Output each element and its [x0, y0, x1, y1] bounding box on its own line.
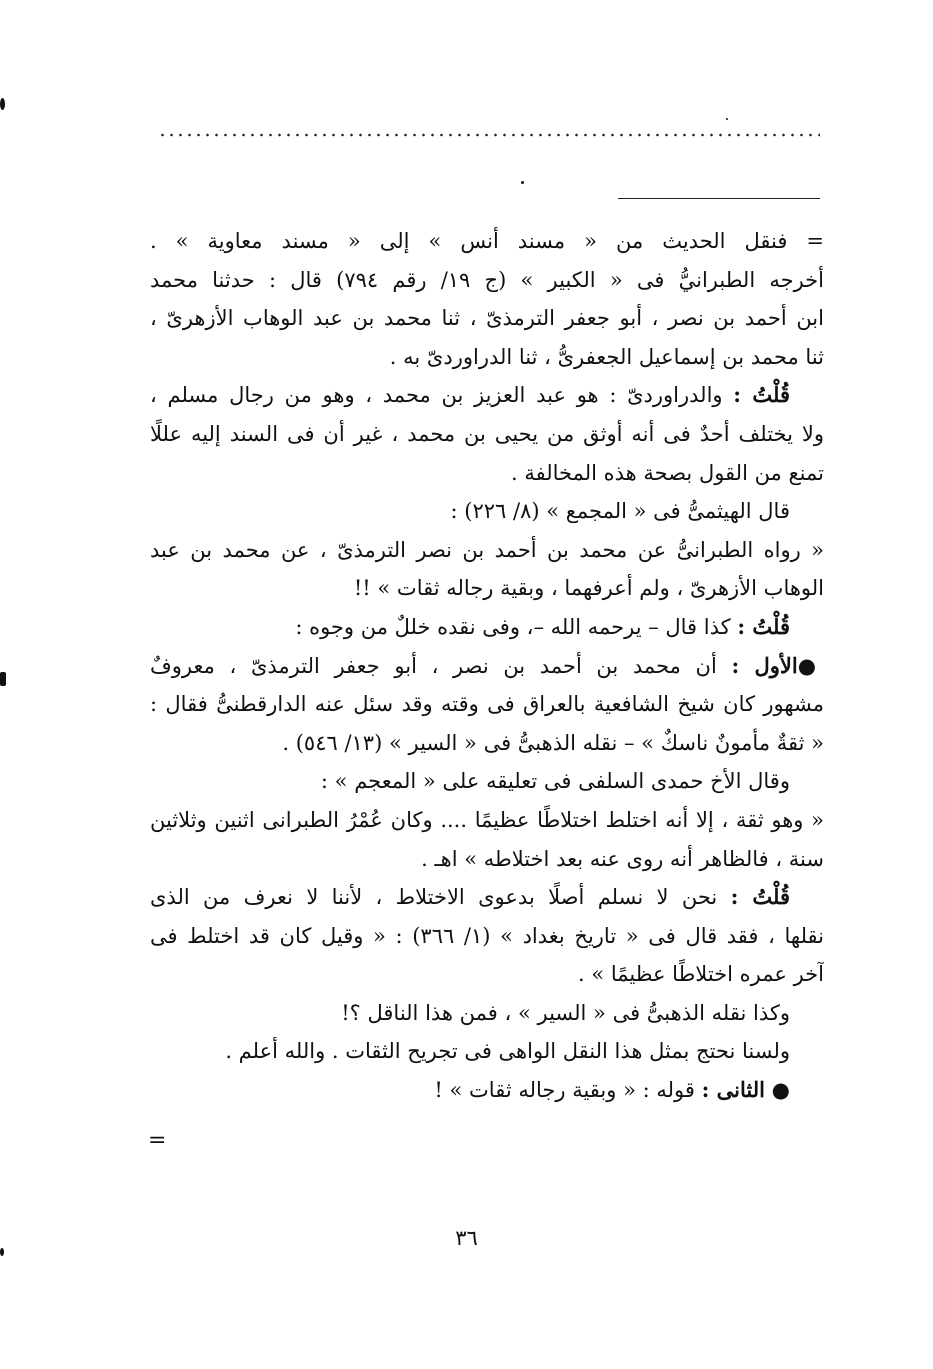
text-line: نقلها ، فقد قال فى « تاريخ بغداد » (١/ ٣٦٦) : « وقيل كان قد اختلط فى — [150, 923, 824, 948]
text-line: آخر عمره اختلاطًا عظيمًا » . — [578, 962, 824, 987]
text-line: « رواه الطبرانىُّ عن محمد بن أحمد بن نصر الترمذىّ ، عن محمد بن عبد — [150, 537, 824, 562]
text-segment: كذا قال – يرحمه الله –، وفى نقده خللٌ من وجوه : — [295, 614, 731, 639]
text-line: ثنا محمد بن إسماعيل الجعفرىُّ ، ثنا الدراوردىّ به . — [389, 344, 824, 369]
qultu-label: قُلْتُ : — [730, 884, 790, 910]
text-line: وكذا نقله الذهبىُّ فى « السير » ، فمن هذا الناقل ؟! — [341, 1000, 790, 1025]
text-line: أخرجه الطبرانيُّ فى « الكبير » (ج ١٩/ رقم ٧٩٤) قال : حدثنا محمد — [150, 267, 824, 292]
qultu-label: قُلْتُ : — [733, 382, 790, 408]
scan-speck — [0, 1248, 4, 1256]
first-point-label: الأول : — [731, 652, 798, 678]
text-line: ولسنا نحتج بمثل هذا النقل الواهى فى تجريح الثقات . والله أعلم . — [225, 1039, 790, 1064]
text-segment: نحن لا نسلم أصلًا بدعوى الاختلاط ، لأننا لا نعرف من الذى — [150, 885, 718, 910]
text-line — [150, 878, 824, 917]
text-line: « ثقةٌ مأمونٌ ناسكٌ » – نقله الذهبىُّ فى « السير » (١٣/ ٥٤٦) . — [282, 730, 824, 755]
text-segment: والدراوردىّ : هو عبد العزيز بن محمد ، وهو من رجال مسلم ، — [150, 383, 723, 408]
text-line — [150, 647, 824, 686]
scan-speck — [0, 672, 6, 686]
scan-speck — [726, 118, 728, 120]
text-line: تمنع من القول بصحة هذه المخالفة . — [510, 460, 824, 485]
scan-speck — [0, 98, 5, 110]
text-line — [150, 608, 824, 647]
bullet-icon: ● — [797, 652, 824, 678]
text-line — [150, 376, 824, 415]
continuation-mark: = — [148, 1128, 167, 1153]
text-line: = فنقل الحديث من « مسند أنس » إلى « مسند معاوية » . — [150, 229, 824, 253]
qultu-label: قُلْتُ : — [737, 613, 790, 639]
text-segment: قوله : « وبقية رجاله ثقات » ! — [434, 1078, 695, 1103]
text-line: الوهاب الأزهرىّ ، ولم أعرفهما ، وبقية رجاله ثقات » !! — [353, 576, 824, 601]
text-line: سنة ، فالظاهر أنه روى عنه بعد اختلاطه » اهـ . — [421, 846, 824, 871]
bullet-icon: ● — [771, 1077, 790, 1103]
text-line: مشهور كان شيخ الشافعية بالعراق فى وقته وقد سئل عنه الدارقطنىُّ فقال : — [150, 692, 824, 717]
text-line: قال الهيثمىُّ فى « المجمع » (٨/ ٢٢٦) : — [450, 499, 790, 524]
dotted-rule — [158, 132, 820, 138]
footnote-rule — [618, 198, 820, 199]
text-segment: أن محمد بن أحمد بن نصر ، أبو جعفر الترمذىّ ، معروفٌ — [150, 653, 717, 678]
body-text — [150, 222, 824, 1110]
text-line: وقال الأخ حمدى السلفى فى تعليقه على « المعجم » : — [320, 769, 790, 794]
text-line: ابن أحمد بن نصر ، أبو جعفر الترمذىّ ، ثنا محمد بن عبد الوهاب الأزهرىّ ، — [150, 306, 824, 331]
text-line: « وهو ثقة ، إلا أنه اختلط اختلاطًا عظيمًا .... وكان عُمْرُ الطبرانى اثنين وثلاثين — [150, 807, 824, 832]
page-number: ٣٦ — [455, 1226, 478, 1250]
scan-speck — [521, 181, 524, 184]
text-line: ولا يختلف أحدٌ فى أنه أوثق من يحيى بن محمد ، غير أن فى السند إليه عللًا — [150, 421, 824, 446]
second-point-label: الثانى : — [701, 1077, 765, 1103]
text-line — [150, 1071, 824, 1110]
